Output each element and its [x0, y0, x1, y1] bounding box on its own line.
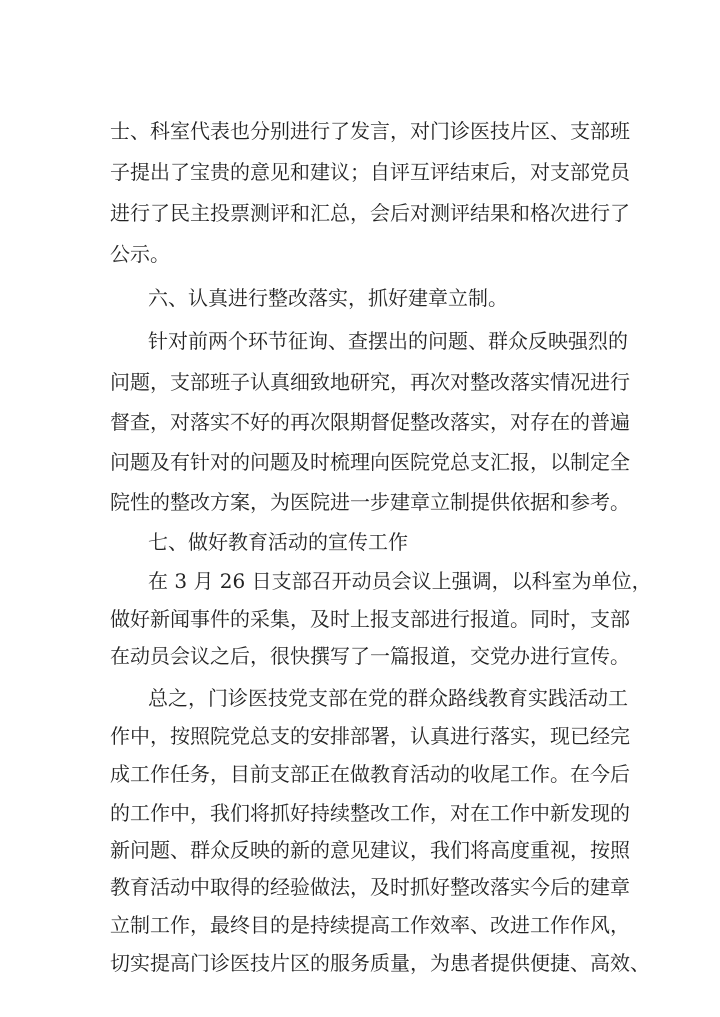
text-line: 七、做好教育活动的宣传工作 [148, 530, 408, 554]
text-line: 新问题、群众反映的新的意见建议，我们将高度重视，按照 [110, 838, 630, 862]
text-line: 在 3 月 26 日支部召开动员会议上强调，以科室为单位， [148, 569, 652, 593]
text-line: 总之，门诊医技党支部在党的群众路线教育实践活动工 [148, 686, 628, 710]
text-line: 进行了民主投票测评和汇总，会后对测评结果和格次进行了 [110, 201, 630, 225]
text-line: 问题，支部班子认真细致地研究，再次对整改落实情况进行 [110, 370, 630, 394]
text-line: 的工作中，我们将抓好持续整改工作，对在工作中新发现的 [110, 801, 630, 825]
text-line: 针对前两个环节征询、查摆出的问题、群众反映强烈的 [148, 329, 628, 353]
text-line: 问题及有针对的问题及时梳理向医院党总支汇报，以制定全 [110, 450, 630, 474]
text-line: 教育活动中取得的经验做法，及时抓好整改落实今后的建章 [110, 875, 630, 899]
text-line: 督查，对落实不好的再次限期督促整改落实，对存在的普遍 [110, 410, 630, 434]
text-line: 在动员会议之后，很快撰写了一篇报道，交党办进行宣传。 [110, 644, 630, 668]
text-line: 切实提高门诊医技片区的服务质量，为患者提供便捷、高效、 [110, 951, 650, 975]
text-line: 成工作任务，目前支部正在做教育活动的收尾工作。在今后 [110, 762, 630, 786]
text-line: 士、科室代表也分别进行了发言，对门诊医技片区、支部班 [110, 119, 630, 143]
text-line: 做好新闻事件的采集，及时上报支部进行报道。同时，支部 [110, 607, 630, 631]
text-line: 子提出了宝贵的意见和建议；自评互评结束后，对支部党员 [110, 160, 630, 184]
text-line: 六、认真进行整改落实，抓好建章立制。 [148, 286, 508, 310]
text-line: 院性的整改方案，为医院进一步建章立制提供依据和参考。 [110, 490, 630, 514]
text-line: 作中，按照院党总支的安排部署，认真进行落实，现已经完 [110, 724, 630, 748]
text-line: 公示。 [110, 242, 170, 266]
text-line: 立制工作，最终目的是持续提高工作效率、改进工作作风， [110, 913, 630, 937]
